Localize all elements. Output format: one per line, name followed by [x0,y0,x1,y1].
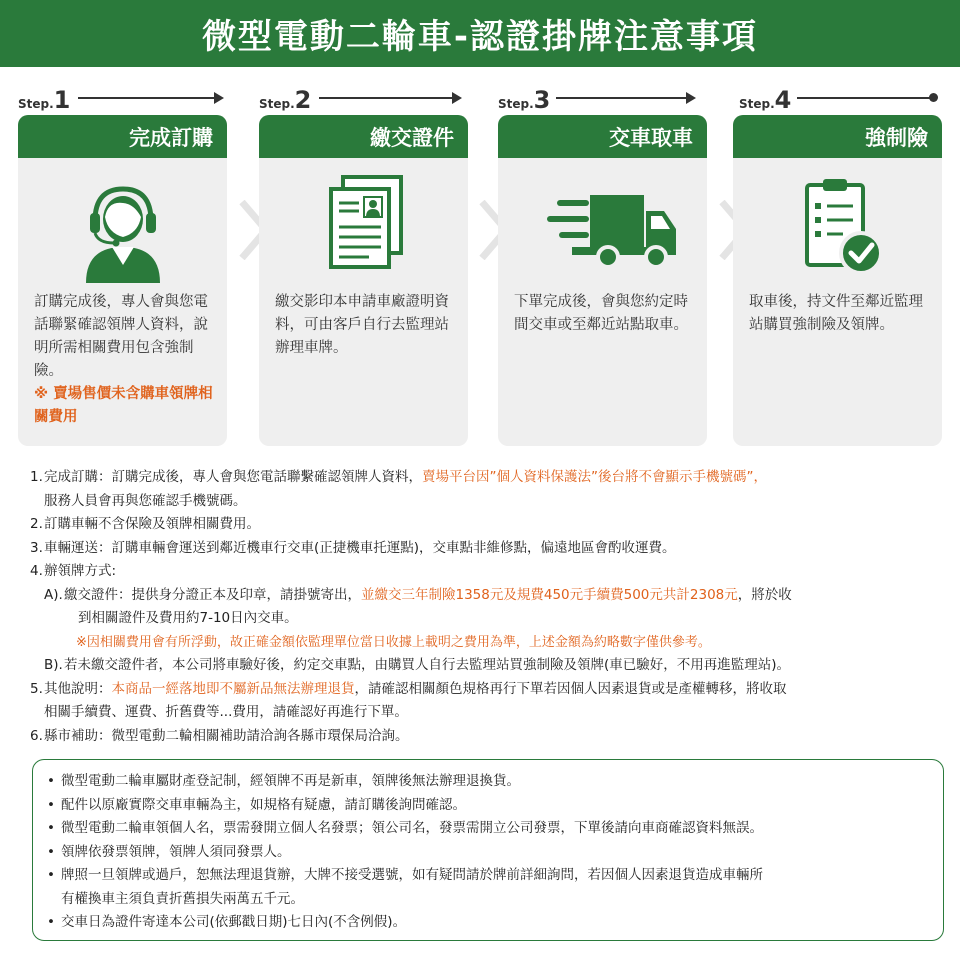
list-item: 3. 車輛運送：訂購車輛會運送到鄰近機車行交車(正捷機車托運點)，交車點非維修點，偏遠地區會酌收運費。 [30,539,676,556]
price-note: ※ 賣場售價未含購車領牌相關費用 [34,386,213,425]
notice-box [32,759,944,941]
step-1-indicator: Step.1 [18,86,228,114]
arrow-right-icon [452,92,462,104]
list-item: 4. 辦領牌方式: [30,563,117,579]
notice-item: • 微型電動二輪車屬財產登記制，經領牌不再是新車，領牌後無法辦理退換貨。 [47,773,520,789]
notice-item: • 配件以原廠實際交車車輛為主，如規格有疑慮，請訂購後詢問確認。 [47,796,466,813]
page-title: 微型電動二輪車-認證掛牌注意事項 [201,17,759,57]
list-item: 5. 其他說明：本商品一經落地即不屬新品無法辦理退貨，請確認相關顏色規格再行下單若因個人因素退貨或是產權轉移，將收取 [30,680,787,697]
list-item: 2. 訂購車輛不含保險及領牌相關費用。 [30,516,260,532]
arrow-line [797,97,933,99]
delivery-truck-icon [498,173,707,283]
list-item-continued: 服務人員會再與您確認手機號碼。 [44,492,247,509]
arrow-right-icon [686,92,696,104]
clipboard-check-icon [733,173,942,283]
arrow-line [556,97,688,99]
card-description: 繳交影印本申請車廠證明資料，可由客戶自行去監理站辦理車牌。 [275,294,449,356]
list-subitem-continued: 到相關證件及費用約7-10日內交車。 [78,610,298,626]
step-3-indicator: Step.3 [498,86,708,114]
end-dot-icon [929,93,938,102]
fee-disclaimer: ※因相關費用會有所浮動，故正確金額依監理單位當日收據上載明之費用為準，上述金額為約略數字僅供參考。 [76,634,711,650]
card-heading: 完成訂購 [18,115,227,158]
list-item: 1. 完成訂購：訂購完成後，專人會與您電話聯繫確認領牌人資料，賣場平台因”個人資料保護法”後台將不會顯示手機號碼”， [30,469,767,485]
step-card-order [18,115,227,446]
list-subitem: A). 繳交證件：提供身分證正本及印章，請掛號寄出，並繳交三年制險1358元及規費450元手續費500元共計2308元，將於收 [44,586,792,603]
step-card-delivery [498,115,707,446]
instructions-list [30,466,950,748]
headset-agent-icon [18,173,227,283]
card-heading: 繳交證件 [259,115,468,158]
step-card-insurance [733,115,942,446]
title-banner [0,0,960,67]
list-item: 6. 縣市補助：微型電動二輪相關補助請洽詢各縣市環保局洽詢。 [30,727,409,744]
card-description: 訂購完成後，專人會與您電話聯緊確認領牌人資料，說明所需相關費用包含強制險。 [34,294,208,379]
notice-item: • 交車日為證件寄達本公司(依郵戳日期)七日內(不含例假)。 [47,914,407,930]
card-description: 取車後，持文件至鄰近監理站購買強制險及領牌。 [749,294,923,333]
card-description: 下單完成後，會與您約定時間交車或至鄰近站點取車。 [514,294,688,333]
notice-item-continued: 有權換車主須負責折舊損失兩萬五千元。 [61,890,304,907]
card-heading: 強制險 [733,115,942,158]
list-subitem: B). 若未繳交證件者，本公司將車驗好後，約定交車點，由購買人自行去監理站買強制險及領牌(車已驗好，不用再進監理站)。 [44,657,791,673]
step-card-documents [259,115,468,446]
step-2-indicator: Step.2 [259,86,469,114]
arrow-right-icon [214,92,224,104]
notice-item: • 微型電動二輪車領個人名，票需發開立個人名發票；領公司名，發票需開立公司發票，下單後請向車商確認資料無誤。 [47,820,763,836]
card-heading: 交車取車 [498,115,707,158]
arrow-line [78,97,216,99]
arrow-line [319,97,454,99]
notice-item: • 牌照一旦領牌或過戶，恕無法理退貨辦，大牌不接受選號，如有疑問請於牌前詳細詢問，若因個人因素退貨造成車輛所 [47,867,763,883]
step-4-indicator: Step.4 [739,86,949,114]
notice-item: • 領牌依發票領牌，領牌人須同發票人。 [47,843,291,860]
document-id-icon [259,173,468,283]
list-item-continued: 相關手續費、運費、折舊費等...費用，請確認好再進行下單。 [44,704,408,720]
